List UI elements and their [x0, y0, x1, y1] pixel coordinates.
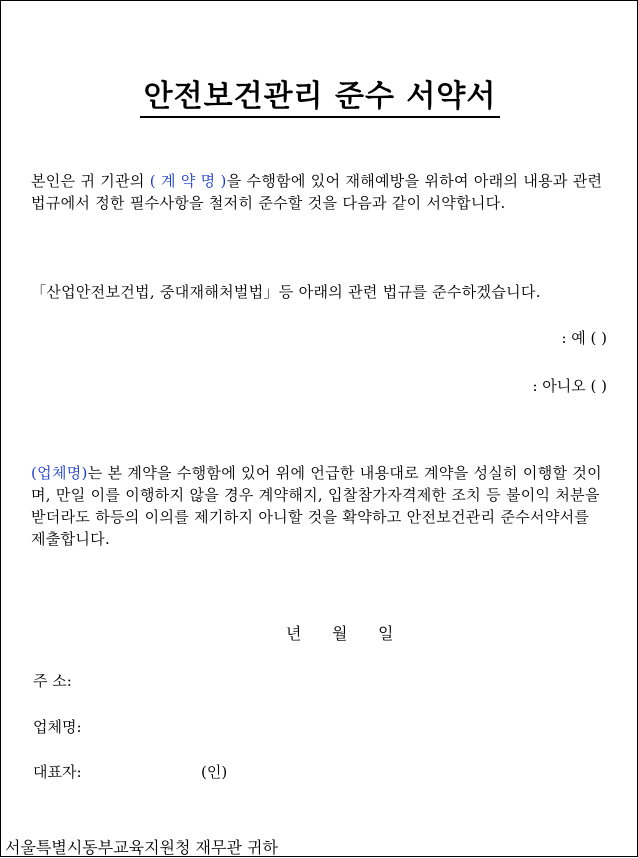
- law-compliance-statement: 「산업안전보건법, 중대재해처벌법」등 아래의 관련 법규를 준수하겠습니다.: [31, 283, 541, 301]
- pledge-intro: 본인은 귀 기관의: [31, 172, 150, 190]
- answer-yes[interactable]: : 예 ( ): [561, 329, 607, 347]
- commitment-paragraph: [31, 462, 609, 550]
- document-title-wrap: [1, 71, 638, 115]
- contract-name-placeholder: ( 계 약 명 ): [149, 172, 227, 190]
- address-label: 주 소:: [33, 672, 72, 690]
- seal-mark: (인): [201, 763, 228, 781]
- addressee-footer: 서울특별시동부교육지원청 재무관 귀하: [5, 838, 278, 857]
- company-name-placeholder: (업체명): [31, 464, 88, 482]
- commitment-body: 는 본 계약을 수행함에 있어 위에 언급한 내용대로 계약을 성실히 이행할 것이며, 만일 이를 이행하지 않을 경우 계약해지, 입찰참가자격제한 조치 등 불이익 처분을 받더라도 하등의 이의를 제기하지 아니할 것을 확약하고 안전보건관리 준수서약서를 제출합니다.: [31, 464, 602, 548]
- document-title: 안전보건관리 준수 서약서: [140, 79, 501, 118]
- company-label: 업체명:: [33, 718, 82, 736]
- date-line: 년 월 일: [286, 624, 394, 643]
- representative-label: 대표자:: [33, 763, 82, 781]
- pledge-paragraph: [31, 170, 609, 214]
- answer-no[interactable]: : 아니오 ( ): [532, 377, 607, 395]
- pledge-body: 을 수행함에 있어 재해예방을 위하여 아래의 내용과 관련 법규에서 정한 필수사항을 철저히 준수할 것을 다음과 같이 서약합니다.: [31, 172, 603, 212]
